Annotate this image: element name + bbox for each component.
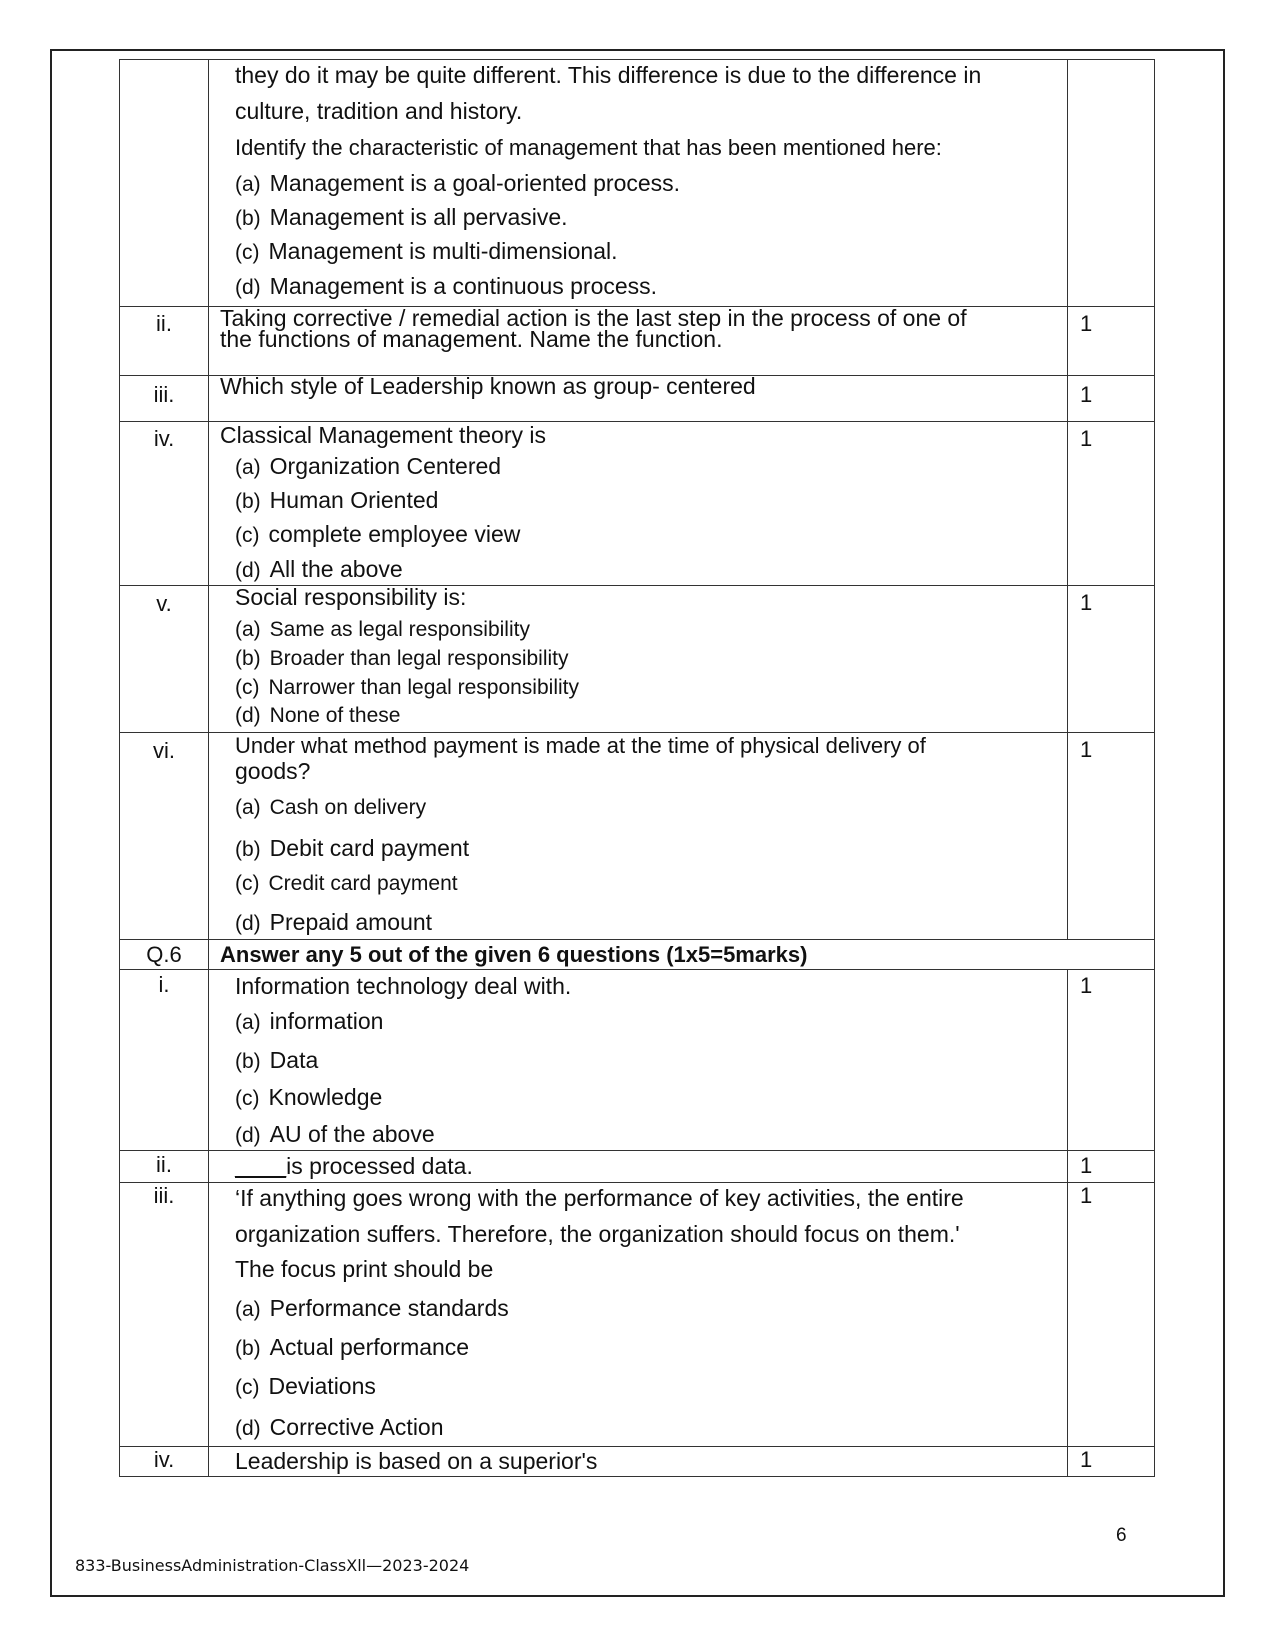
answer-option: (a) Performance standards — [235, 1295, 509, 1321]
marks: 1 — [1080, 1183, 1093, 1208]
question-text: Classical Management theory is — [220, 422, 546, 448]
answer-option: (b) Actual performance — [235, 1334, 470, 1360]
answer-option: (c) Credit card payment — [235, 872, 458, 895]
answer-option: (d) Prepaid amount — [235, 909, 433, 935]
question-row — [119, 733, 1155, 940]
question-number: iii. — [153, 382, 175, 407]
answer-option: (a) Same as legal responsibility — [235, 618, 530, 641]
question-number: vi. — [153, 738, 175, 763]
question-row — [119, 970, 1155, 1151]
marks: 1 — [1080, 737, 1093, 762]
answer-option: (c) Knowledge — [235, 1084, 383, 1110]
answer-option: (d) None of these — [235, 704, 401, 727]
question-row — [119, 1447, 1155, 1477]
question-text-line: organization suffers. Therefore, the organization should focus on them.' — [235, 1221, 960, 1247]
question-text-line: goods? — [235, 758, 311, 784]
answer-option: (b) Human Oriented — [235, 487, 439, 513]
question-row-continued — [119, 59, 1155, 307]
question-text-line: Under what method payment is made at the time of physical delivery of — [235, 733, 926, 758]
answer-option: (d) All the above — [235, 556, 403, 582]
question-row — [119, 1151, 1155, 1183]
question-text-line: The focus print should be — [235, 1256, 494, 1282]
answer-option: (a) Management is a goal-oriented process. — [235, 170, 681, 196]
marks: 1 — [1080, 1447, 1093, 1472]
question-row — [119, 422, 1155, 586]
question-number: v. — [156, 591, 172, 616]
question-text: ____is processed data. — [235, 1153, 473, 1179]
question-text: Leadership is based on a superior's — [235, 1448, 598, 1474]
marks: 1 — [1080, 1153, 1093, 1178]
question-number: iii. — [153, 1183, 175, 1208]
question-row — [119, 586, 1155, 733]
section-header-row — [119, 940, 1155, 970]
answer-option: (c) Deviations — [235, 1373, 376, 1399]
question-number: ii. — [156, 311, 172, 336]
answer-option: (d) Management is a continuous process. — [235, 273, 658, 299]
question-row — [119, 373, 1155, 422]
answer-option: (c) complete employee view — [235, 521, 521, 547]
question-number: ii. — [156, 1152, 172, 1177]
question-text-line: Taking corrective / remedial action is the last step in the process of one of — [220, 305, 967, 331]
answer-option: (c) Narrower than legal responsibility — [235, 676, 579, 699]
question-text: Which style of Leadership known as group- centered — [220, 373, 756, 399]
question-text-line: the functions of management. Name the function. — [220, 326, 723, 352]
question-text: Information technology deal with. — [235, 973, 572, 999]
question-text-line: ‘If anything goes wrong with the performance of key activities, the entire — [235, 1185, 964, 1211]
answer-option: (d) AU of the above — [235, 1121, 435, 1147]
answer-option: (c) Management is multi-dimensional. — [235, 238, 618, 264]
section-number: Q.6 — [146, 942, 182, 967]
question-number: i. — [158, 972, 170, 997]
answer-option: (b) Data — [235, 1047, 319, 1073]
answer-option: (b) Management is all pervasive. — [235, 204, 568, 230]
marks: 1 — [1080, 426, 1093, 451]
question-number: iv. — [153, 426, 175, 451]
page-number: 6 — [1116, 1525, 1127, 1546]
marks: 1 — [1080, 311, 1093, 336]
question-text-line: culture, tradition and history. — [235, 98, 523, 124]
question-text-line: Identify the characteristic of management that has been mentioned here: — [235, 135, 942, 160]
answer-option: (b) Debit card payment — [235, 835, 470, 861]
answer-option: (d) Corrective Action — [235, 1414, 444, 1440]
question-number: iv. — [153, 1447, 175, 1472]
question-row — [119, 1183, 1155, 1447]
question-text-line: they do it may be quite different. This difference is due to the difference in — [235, 62, 982, 88]
answer-option: (a) Cash on delivery — [235, 796, 427, 819]
question-text: Social responsibility is: — [235, 584, 467, 610]
footer-text: 833-BusinessAdministration-ClassXll—2023-2024 — [75, 1556, 470, 1575]
marks: 1 — [1080, 973, 1093, 998]
question-row — [119, 307, 1155, 376]
fill-in-blank: ____ — [235, 1153, 287, 1179]
answer-option: (a) Organization Centered — [235, 453, 502, 479]
section-instruction: Answer any 5 out of the given 6 questions (1x5=5marks) — [220, 942, 808, 967]
answer-option: (b) Broader than legal responsibility — [235, 647, 569, 670]
marks: 1 — [1080, 590, 1093, 615]
answer-option: (a) information — [235, 1008, 384, 1034]
marks: 1 — [1080, 382, 1093, 407]
